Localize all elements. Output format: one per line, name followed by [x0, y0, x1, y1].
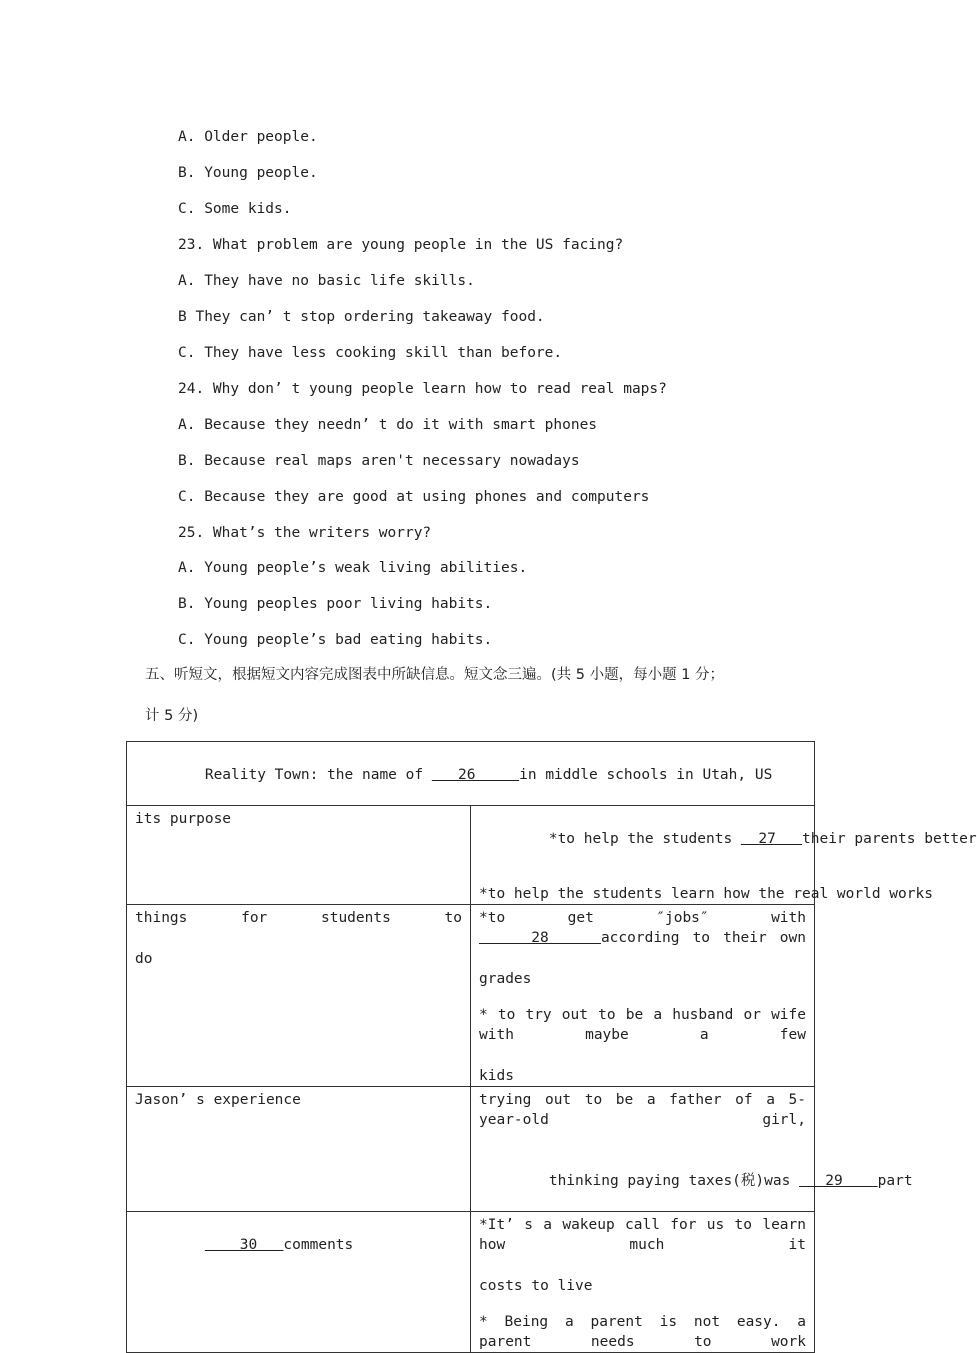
- things-line2: grades: [479, 971, 532, 987]
- purpose-line1-post: their parents better: [802, 831, 977, 847]
- q22-option-b: B. Young people.: [178, 165, 318, 181]
- q23-question: 23. What problem are young people in the US facing?: [178, 237, 624, 253]
- section5-heading-line2: 计 5 分): [145, 708, 199, 724]
- things-line4: kids: [479, 1068, 514, 1084]
- things-content-cell: [471, 905, 815, 1087]
- table-row-title: [127, 742, 815, 806]
- title-cell: [127, 742, 815, 806]
- q23-option-a: A. They have no basic life skills.: [178, 273, 475, 289]
- section5-heading-line1: 五、听短文，根据短文内容完成图表中所缺信息。短文念三遍。(共 5 小题，每小题 1 分；: [145, 667, 725, 683]
- things-line1-pre: *to get ″jobs″ with: [479, 910, 806, 926]
- things-label-cell: [127, 905, 471, 1087]
- table-row-comments: [127, 1212, 815, 1353]
- things-label-line2: do: [135, 951, 153, 967]
- title-text-pre: Reality Town: the name of: [204, 767, 432, 783]
- title-text-post: in middle schools in Utah, US: [519, 767, 773, 783]
- blank-30: 30: [204, 1237, 284, 1253]
- comments-label: comments: [283, 1237, 354, 1253]
- q24-option-c: C. Because they are good at using phones and computers: [178, 489, 650, 505]
- purpose-line2: *to help the students learn how the real world works: [479, 886, 933, 902]
- q24-option-b: B. Because real maps aren't necessary nowadays: [178, 453, 580, 469]
- jason-content-cell: [471, 1087, 913, 1212]
- q23-option-c: C. They have less cooking skill than before.: [178, 345, 563, 361]
- comments-content-cell: [471, 1212, 815, 1353]
- q22-option-a: A. Older people.: [178, 129, 318, 145]
- blank-26: 26: [431, 767, 520, 783]
- q25-option-b: B. Young peoples poor living habits.: [178, 596, 493, 612]
- info-table: [126, 741, 977, 1353]
- table-row-things: [127, 905, 815, 1087]
- q22-option-c: C. Some kids.: [178, 201, 292, 217]
- q25-option-a: A. Young people’s weak living abilities.: [178, 560, 528, 576]
- q25-option-c: C. Young people’s bad eating habits.: [178, 632, 493, 648]
- things-line3: * to try out to be a husband or wife with maybe a few: [479, 1007, 806, 1043]
- jason-line1: trying out to be a father of a 5-year-old girl,: [479, 1092, 806, 1128]
- jason-line2-post: part: [877, 1173, 913, 1189]
- q24-question: 24. Why don’ t young people learn how to read real maps?: [178, 381, 667, 397]
- q23-option-b: B They can’ t stop ordering takeaway food.: [178, 309, 545, 325]
- table-row-jason: [127, 1087, 815, 1212]
- q25-question: 25. What’s the writers worry?: [178, 525, 432, 541]
- comments-line2: costs to live: [479, 1278, 593, 1294]
- q24-option-a: A. Because they needn’ t do it with smart phones: [178, 417, 598, 433]
- table-row-purpose: [127, 806, 815, 905]
- jason-label: Jason’ s experience: [135, 1092, 301, 1108]
- things-label-line1: things for students to: [135, 910, 462, 926]
- things-line1-post: according to their own: [600, 930, 806, 946]
- blank-29: 29: [799, 1173, 878, 1189]
- jason-label-cell: [127, 1087, 471, 1212]
- purpose-line1-pre: *to help the students: [548, 831, 741, 847]
- purpose-label: its purpose: [135, 811, 232, 827]
- blank-28: 28: [479, 930, 601, 946]
- comments-line3: * Being a parent is not easy. a parent needs to work: [479, 1314, 806, 1350]
- purpose-label-cell: [127, 806, 471, 905]
- comments-label-cell: [127, 1212, 471, 1353]
- comments-line1: *It’ s a wakeup call for us to learn how much it: [479, 1217, 806, 1253]
- blank-27: 27: [740, 831, 803, 847]
- jason-line2-pre: thinking paying taxes(税)was: [548, 1173, 800, 1189]
- purpose-content-cell: [471, 806, 977, 905]
